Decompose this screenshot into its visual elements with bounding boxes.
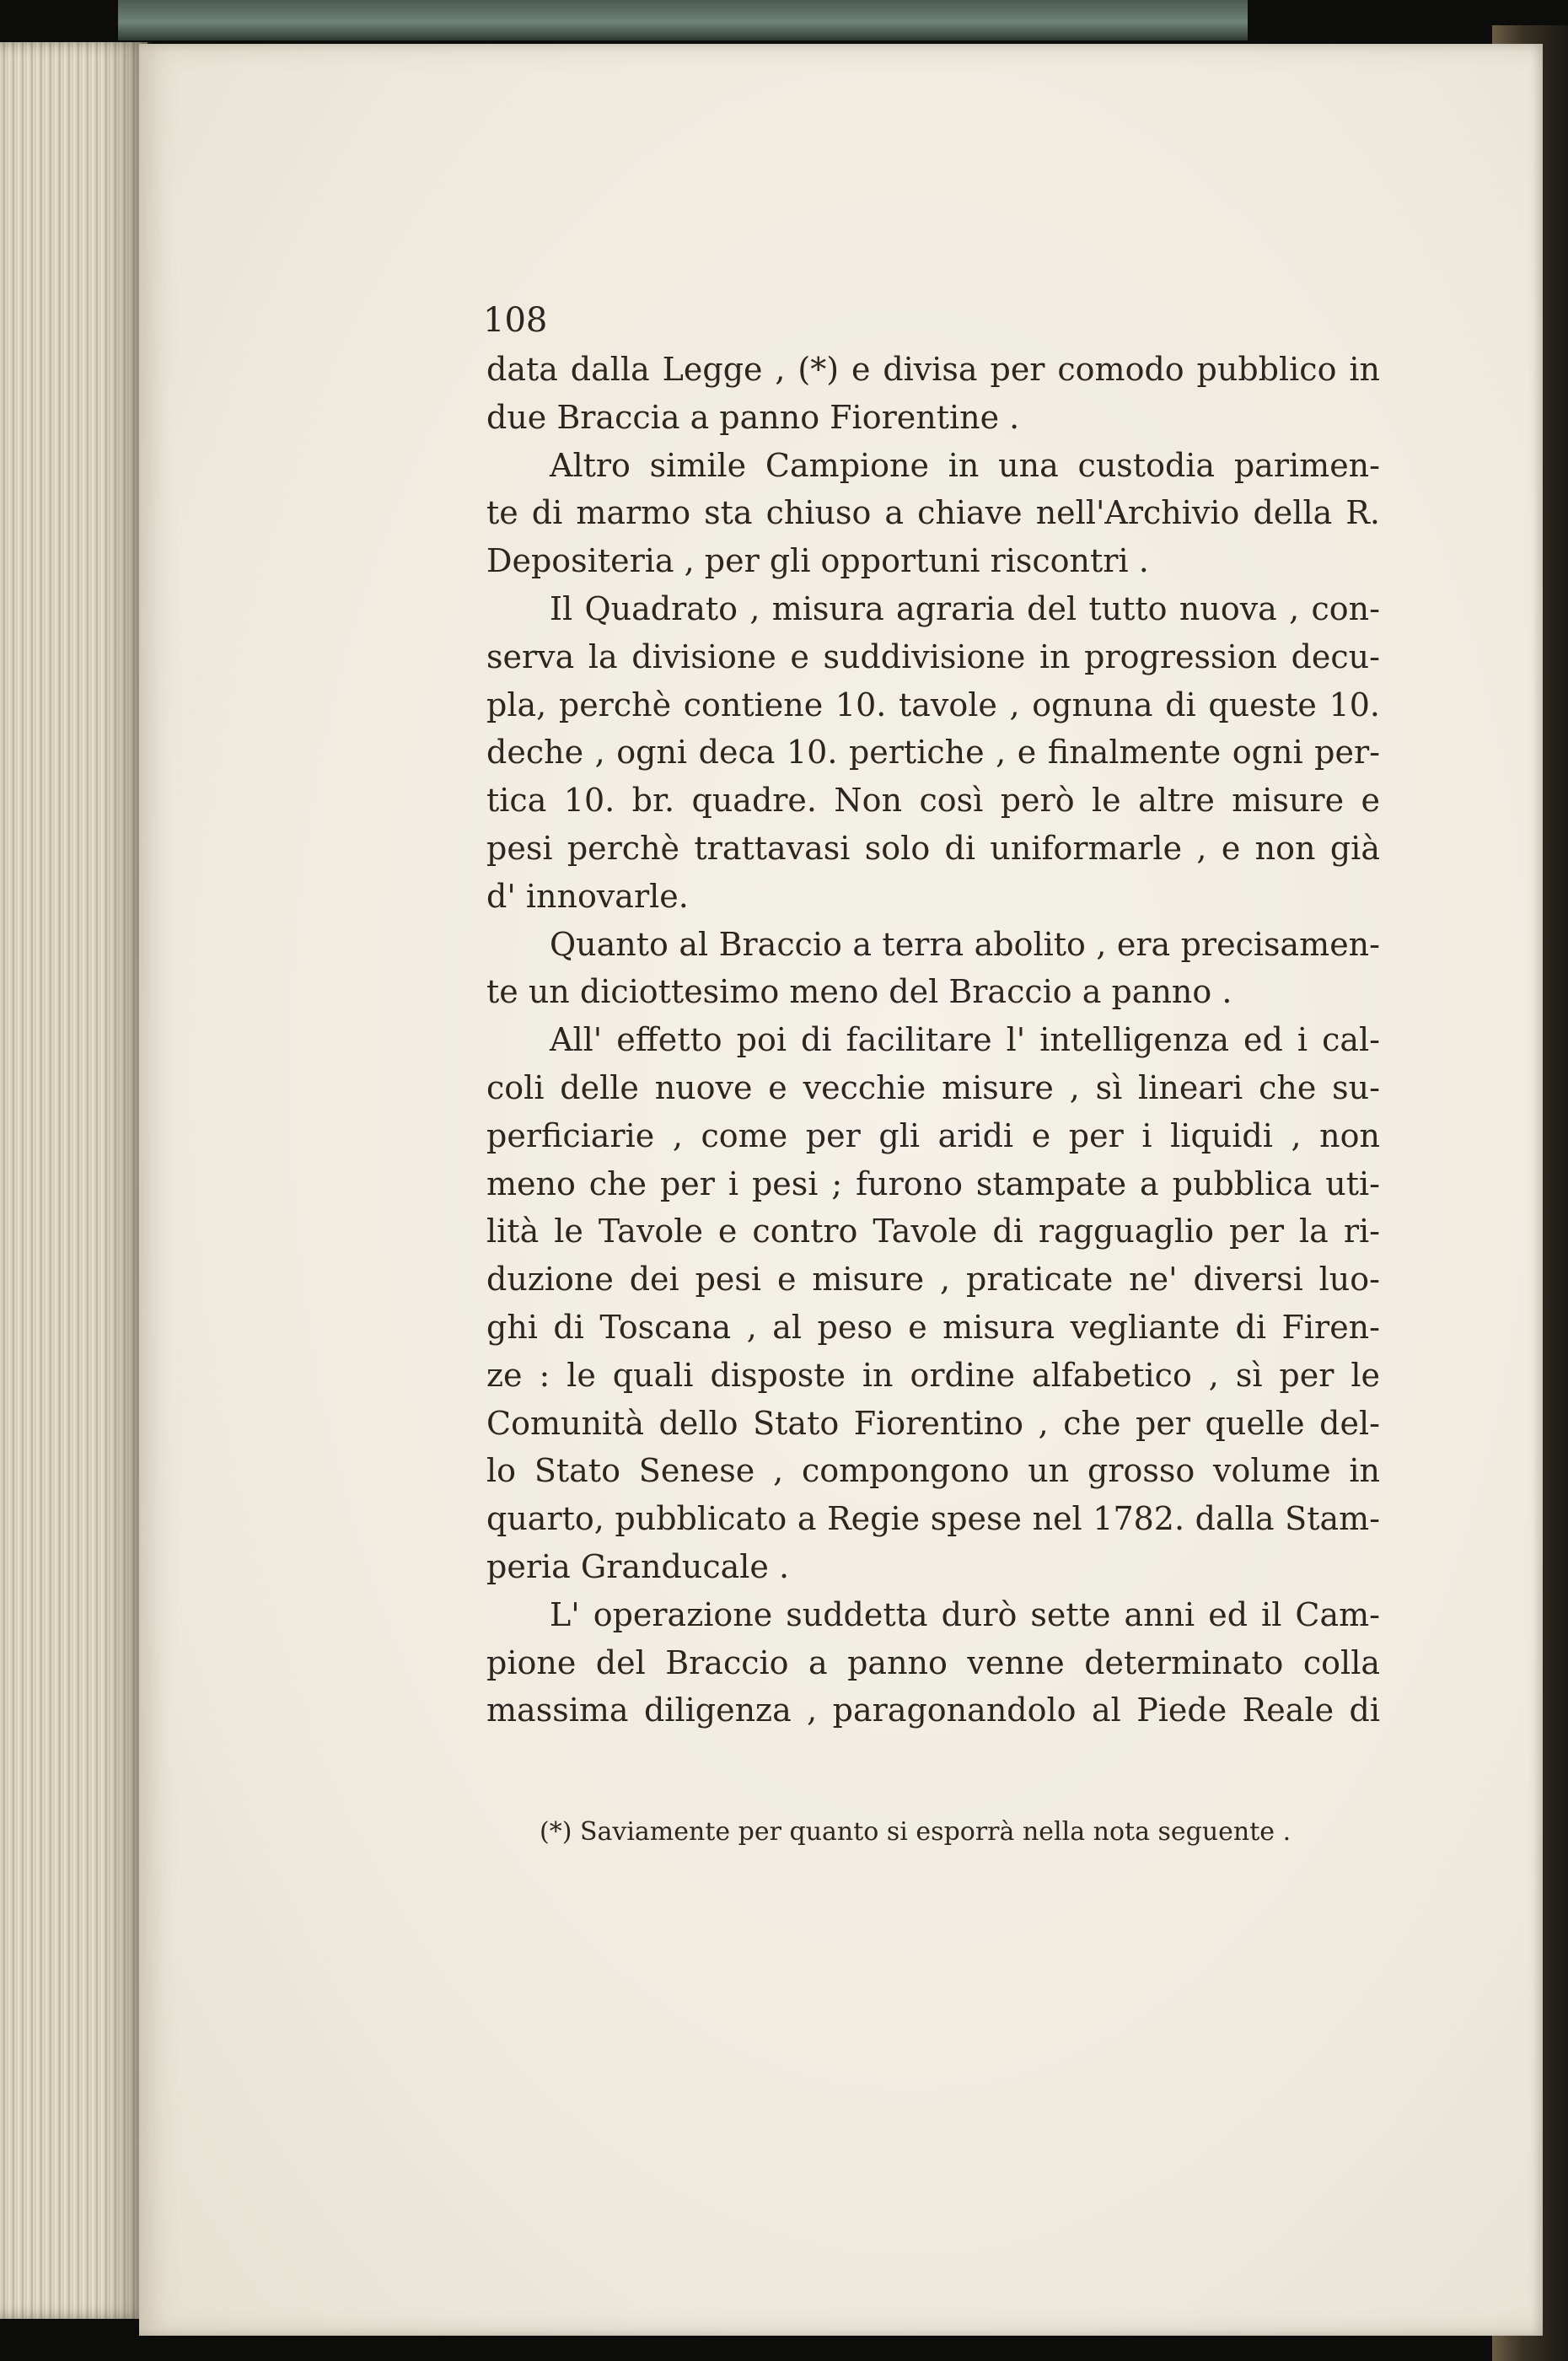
text-line: data dalla Legge , (*) e divisa per comodo pubblico in [486, 351, 1380, 388]
page-number: 108 [483, 301, 548, 340]
text-line: Depositeria , per gli opportuni riscontri . [486, 542, 1149, 580]
text-line: te di marmo sta chiuso a chiave nell'Archivio della R. [486, 494, 1380, 532]
paragraph [486, 1016, 1380, 1591]
text-line: tica 10. br. quadre. Non così però le altre misure e [486, 782, 1380, 820]
paragraph [486, 346, 1380, 442]
text-line: coli delle nuove e vecchie misure , sì lineari che su- [486, 1068, 1380, 1106]
text-line: meno che per i pesi ; furono stampate a pubblica uti- [486, 1164, 1380, 1202]
paragraph [486, 585, 1380, 921]
text-line: deche , ogni deca 10. pertiche , e finalmente ogni per- [486, 734, 1380, 772]
text-line: serva la divisione e suddivisione in progression decu- [486, 637, 1380, 675]
text-line: duzione dei pesi e misure , praticate ne' diversi luo- [486, 1261, 1380, 1299]
text-line: L' operazione suddetta durò sette anni ed il Cam- [550, 1595, 1380, 1633]
footnote: (*) Saviamente per quanto si esporrà nella nota seguente . [540, 1817, 1291, 1847]
text-line: Altro simile Campione in una custodia parimen- [550, 446, 1380, 484]
paragraph [486, 1591, 1380, 1734]
text-line: d' innovarle. [486, 877, 689, 915]
paragraph [486, 921, 1380, 1017]
text-line: pesi perchè trattavasi solo di uniformarle , e non già [486, 829, 1380, 867]
body-text [486, 346, 1380, 1734]
text-line: perficiarie , come per gli aridi e per i liquidi , non [486, 1116, 1380, 1154]
text-line: pla, perchè contiene 10. tavole , ognuna di queste 10. [486, 686, 1380, 723]
text-line: Il Quadrato , misura agraria del tutto nuova , con- [550, 589, 1380, 627]
text-line: Quanto al Braccio a terra abolito , era precisamen- [550, 925, 1380, 963]
text-line: ghi di Toscana , al peso e misura vegliante di Firen- [486, 1308, 1380, 1346]
text-line: Comunità dello Stato Fiorentino , che per quelle del- [486, 1404, 1380, 1442]
text-line: te un diciottesimo meno del Braccio a panno . [486, 973, 1232, 1011]
paragraph [486, 442, 1380, 585]
text-line: peria Granducale . [486, 1547, 790, 1585]
text-line: lità le Tavole e contro Tavole di ragguaglio per la ri- [486, 1213, 1380, 1250]
text-line: pione del Braccio a panno venne determinato colla [486, 1643, 1380, 1681]
text-line: ze : le quali disposte in ordine alfabetico , sì per le [486, 1356, 1380, 1394]
text-line: quarto, pubblicato a Regie spese nel 1782. dalla Stam- [486, 1500, 1380, 1538]
text-line: lo Stato Senese , compongono un grosso volume in [486, 1452, 1380, 1490]
text-line: due Braccia a panno Fiorentine . [486, 398, 1020, 436]
text-line: massima diligenza , paragonandolo al Piede Reale di [486, 1691, 1380, 1729]
text-line: All' effetto poi di facilitare l' intelligenza ed i cal- [550, 1021, 1380, 1059]
book-cover-top [118, 0, 1248, 40]
